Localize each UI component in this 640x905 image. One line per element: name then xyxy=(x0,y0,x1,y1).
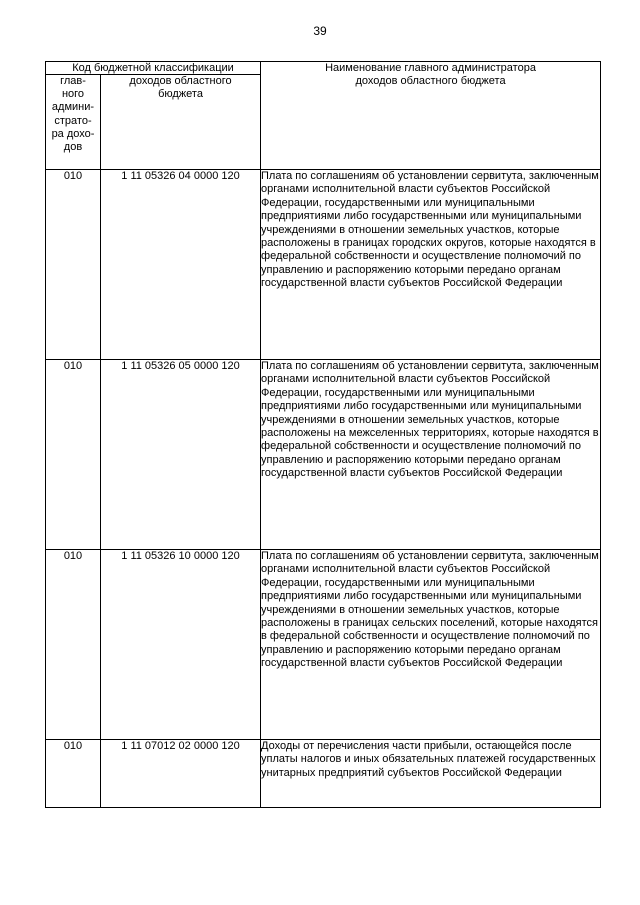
page-number: 39 xyxy=(313,24,327,38)
table-row xyxy=(46,360,601,550)
budget-classification-table xyxy=(45,61,601,808)
header-administrator-name xyxy=(261,62,601,170)
description-cell: Плата по соглашениям об установлении сервитута, заключенным органами исполнительной власти субъектов Российской Федерации, государственными или муниципальными предприятиями либо государственными или муниципальными учреждениями в отношении земельных участков, которые расположены в границах сельских поселений, которые находятся в федеральной собственности и осуществление полномочий по управлению и распоряжению которыми передано органам государственной власти субъектов Российской Федерации xyxy=(261,550,601,740)
table-row xyxy=(46,550,601,740)
header-revenue-code-label: доходов областного бюджета xyxy=(129,75,232,101)
description-cell: Плата по соглашениям об установлении сервитута, заключенным органами исполнительной власти субъектов Российской Федерации, государственными или муниципальными предприятиями либо государственными или муниципальными учреждениями в отношении земельных участков, которые расположены в границах городских округов, которые находятся в федеральной собственности и осуществление полномочий по управлению и распоряжению которыми передано органам государственной власти субъектов Российской Федерации xyxy=(261,170,601,360)
table-row xyxy=(46,740,601,808)
description-cell: Доходы от перечисления части прибыли, остающейся после уплаты налогов и иных обязательных платежей государственных унитарных предприятий субъектов Российской Федерации xyxy=(261,740,601,808)
header-chief-administrator-label: глав- ного админи- страто- ра дохо- дов xyxy=(51,75,95,154)
revenue-code-cell: 1 11 05326 04 0000 120 xyxy=(101,170,261,360)
revenue-code-cell: 1 11 07012 02 0000 120 xyxy=(101,740,261,808)
admin-code-cell: 010 xyxy=(46,360,101,550)
revenue-code-cell: 1 11 05326 05 0000 120 xyxy=(101,360,261,550)
revenue-code-cell: 1 11 05326 10 0000 120 xyxy=(101,550,261,740)
header-chief-administrator xyxy=(46,75,101,170)
admin-code-cell: 010 xyxy=(46,740,101,808)
admin-code-cell: 010 xyxy=(46,550,101,740)
table-row xyxy=(46,170,601,360)
header-budget-classification-code: Код бюджетной классификации xyxy=(46,62,261,75)
header-administrator-name-label: Наименование главного администратора доходов областного бюджета xyxy=(325,62,536,88)
description-cell: Плата по соглашениям об установлении сервитута, заключенным органами исполнительной власти субъектов Российской Федерации, государственными или муниципальными предприятиями либо государственными или муниципальными учреждениями в отношении земельных участков, которые расположены на межселенных территориях, которые находятся в федеральной собственности и осуществление полномочий по управлению и распоряжению которыми передано органам государственной власти субъектов Российской Федерации xyxy=(261,360,601,550)
header-revenue-code xyxy=(101,75,261,170)
admin-code-cell: 010 xyxy=(46,170,101,360)
